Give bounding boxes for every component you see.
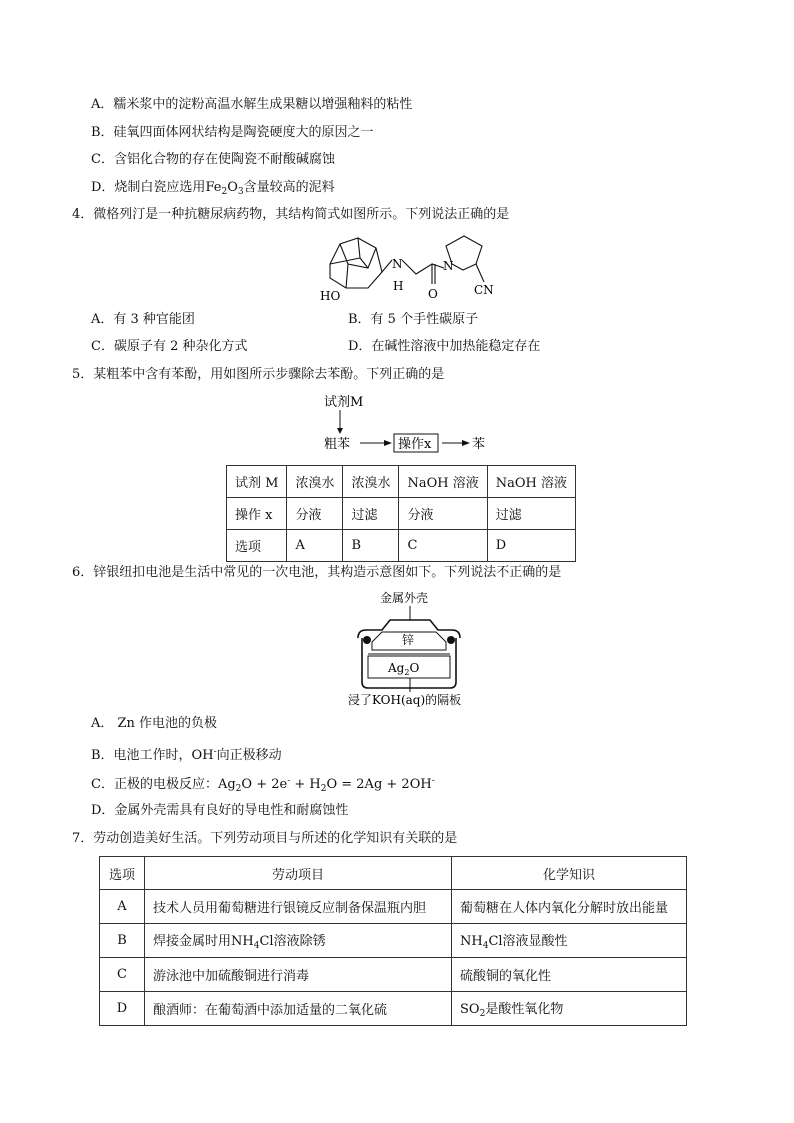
table-cell: A	[287, 530, 343, 562]
table-row	[100, 958, 687, 992]
q3-d-o: O	[227, 180, 238, 195]
table-row	[100, 857, 687, 890]
table-cell: B	[343, 530, 399, 562]
q5-flow-diagram	[318, 392, 498, 456]
q6-zinc-label: 锌	[402, 633, 415, 647]
table-cell: A	[100, 890, 145, 924]
q7-b-chem-nh: NH	[460, 934, 483, 949]
q5-table	[226, 465, 576, 562]
q6-option-d: D．金属外壳需具有良好的导电性和耐腐蚀性	[91, 803, 349, 818]
q6-c-s1: 2	[235, 784, 242, 794]
table-cell: 硫酸铜的氧化性	[452, 958, 687, 992]
q6-b-sup: -	[213, 747, 217, 757]
q3-d-post: 含量较高的泥料	[243, 180, 335, 195]
table-cell: 试剂 M	[227, 466, 287, 498]
q6-battery-figure	[340, 586, 480, 712]
q7-table	[99, 856, 687, 1026]
q4-option-c: C．碳原子有 2 种杂化方式	[91, 339, 248, 354]
q6-c-mid2: + H	[290, 777, 321, 792]
q6-c-sup2: -	[431, 776, 435, 786]
table-cell: 过滤	[487, 498, 575, 530]
q6-option-a: A． Zn 作电池的负极	[91, 716, 218, 731]
q6-stem: 6．锌银纽扣电池是生活中常见的一次电池，其构造示意图如下。下列说法不正确的是	[72, 565, 562, 580]
q5-stem: 5．某粗苯中含有苯酚，用如图所示步骤除去苯酚。下列正确的是	[72, 367, 445, 382]
q6-b-post: 向正极移动	[216, 748, 282, 763]
q4-fig-ho: HO	[320, 289, 341, 303]
q3-option-c: C．含铝化合物的存在使陶瓷不耐酸碱腐蚀	[91, 152, 335, 167]
table-cell: 过滤	[343, 498, 399, 530]
q6-b-pre: B．电池工作时，OH	[91, 748, 214, 763]
q4-fig-n1: N	[392, 257, 403, 271]
table-cell: D	[487, 530, 575, 562]
table-cell: D	[100, 992, 145, 1026]
table-cell: 操作 x	[227, 498, 287, 530]
table-cell: 分液	[287, 498, 343, 530]
q6-ag-label: $Ag_2O$	[388, 661, 420, 677]
q6-option-b	[91, 743, 282, 765]
table-cell: B	[100, 924, 145, 958]
q6-c-s2: 2	[320, 784, 327, 794]
q7-d-chem-sub: 2	[479, 1009, 486, 1019]
q7-stem: 7．劳动创造美好生活。下列劳动项目与所述的化学知识有关联的是	[72, 831, 458, 846]
q4-structure-figure	[318, 228, 518, 304]
table-cell: NaOH 溶液	[399, 466, 487, 498]
q3-d-sub1: 2	[221, 187, 228, 197]
table-cell: C	[399, 530, 487, 562]
q7-b-labor-pre: 焊接金属时用	[153, 934, 232, 949]
table-cell: C	[100, 958, 145, 992]
table-cell: 酿酒师：在葡萄酒中添加适量的二氧化硫	[145, 992, 452, 1026]
table-row	[227, 466, 576, 498]
table-row	[227, 498, 576, 530]
q7-d-chem-so: SO	[460, 1002, 480, 1017]
table-cell	[452, 992, 687, 1026]
q6-separator-label: 浸了KOH(aq)的隔板	[348, 693, 462, 707]
q7-b-labor-sub: 4	[253, 941, 260, 951]
q7-b-chem-post: Cl溶液显酸性	[488, 934, 568, 949]
q6-shell-label: 金属外壳	[380, 591, 429, 605]
table-header: 选项	[100, 857, 145, 890]
q6-c-pre: C．正极的电极反应：Ag	[91, 777, 236, 792]
q7-b-chem-sub: 4	[482, 941, 489, 951]
q3-d-fe: Fe	[205, 180, 222, 195]
q3-option-d	[91, 179, 335, 201]
q7-b-labor-post: Cl溶液除锈	[259, 934, 326, 949]
table-row	[100, 992, 687, 1026]
q4-option-d: D．在碱性溶液中加热能稳定存在	[348, 339, 541, 354]
q6-c-mid1: O + 2e	[241, 777, 288, 792]
q5-op-label: 操作x	[398, 437, 432, 452]
q5-product-label: 苯	[472, 437, 486, 452]
table-cell: 技术人员用葡萄糖进行银镜反应制备保温瓶内胆	[145, 890, 452, 924]
q4-fig-n2: N	[443, 259, 454, 273]
q6-c-mid3: O = 2Ag + 2OH	[326, 777, 432, 792]
q6-c-sup1: -	[287, 776, 291, 786]
table-header: 化学知识	[452, 857, 687, 890]
table-cell: 选项	[227, 530, 287, 562]
q5-crude-label: 粗苯	[324, 437, 351, 452]
table-cell: 浓溴水	[343, 466, 399, 498]
q7-b-labor-nh: NH	[231, 934, 254, 949]
q3-option-a: A．糯米浆中的淀粉高温水解生成果糖以增强釉料的粘性	[91, 97, 413, 112]
table-row	[100, 890, 687, 924]
table-cell: 分液	[399, 498, 487, 530]
q4-fig-cn: CN	[474, 283, 494, 297]
q4-option-b: B．有 5 个手性碳原子	[348, 312, 479, 327]
table-cell	[145, 924, 452, 958]
q7-d-chem-post: 是酸性氧化物	[485, 1002, 564, 1017]
q6-option-c	[91, 772, 435, 798]
q3-d-pre: D．烧制白瓷应选用	[91, 180, 206, 195]
q4-fig-o: O	[428, 287, 438, 301]
q4-option-a: A．有 3 种官能团	[91, 312, 195, 327]
q3-option-b: B．硅氧四面体网状结构是陶瓷硬度大的原因之一	[91, 125, 374, 140]
q4-fig-h: H	[393, 279, 404, 293]
table-row	[227, 530, 576, 562]
table-header: 劳动项目	[145, 857, 452, 890]
table-cell: NaOH 溶液	[487, 466, 575, 498]
q4-stem: 4．微格列汀是一种抗糖尿病药物，其结构简式如图所示。下列说法正确的是	[72, 207, 510, 222]
q3-d-sub2: 3	[237, 187, 244, 197]
table-cell: 游泳池中加硫酸铜进行消毒	[145, 958, 452, 992]
table-cell	[452, 924, 687, 958]
table-cell: 葡萄糖在人体内氧化分解时放出能量	[452, 890, 687, 924]
table-cell: 浓溴水	[287, 466, 343, 498]
q5-reagent-label: 试剂M	[324, 395, 364, 410]
table-row	[100, 924, 687, 958]
